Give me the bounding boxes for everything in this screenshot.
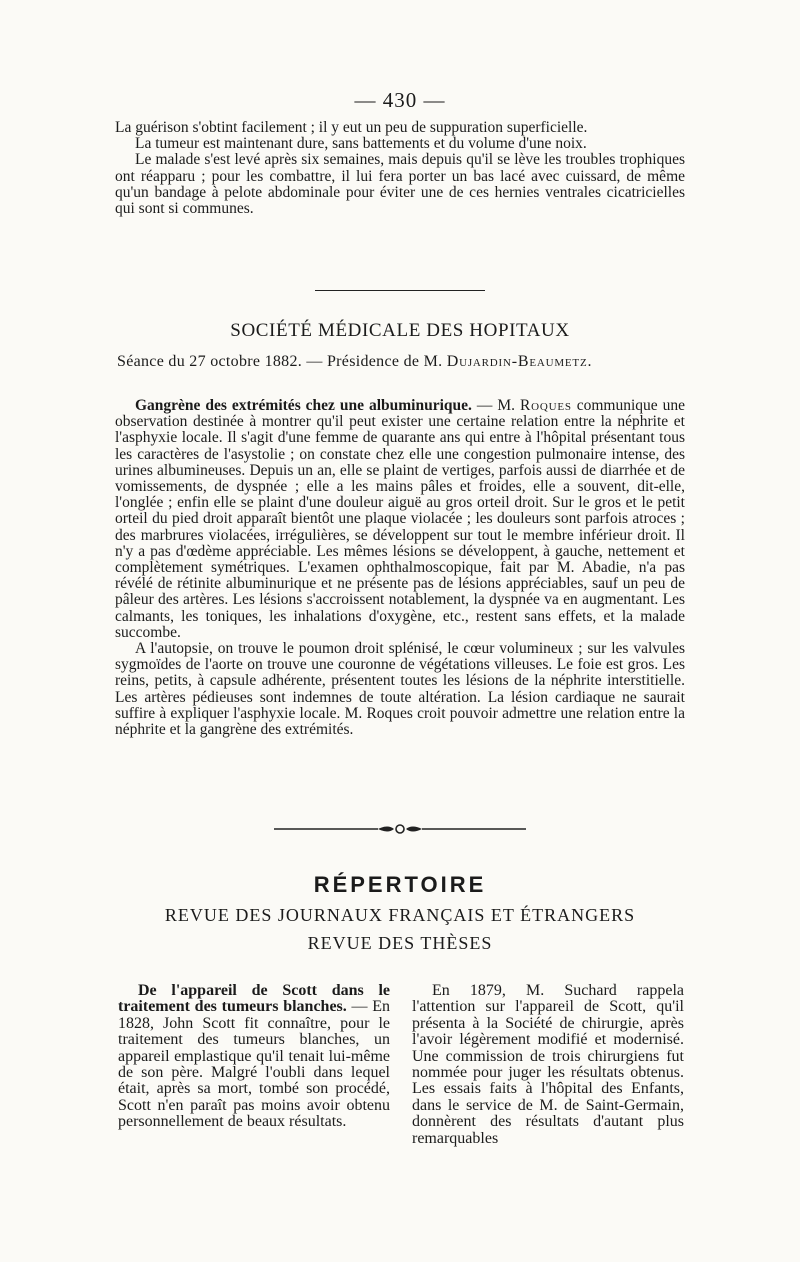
article-heading: Gangrène des extrémités chez une albuminurique. — [135, 397, 472, 414]
scott-right-body: En 1879, M. Suchard rappela l'attention sur l'appareil de Scott, qu'il présenta à la Société de chirurgie, après l'avoir légèrement modifié et modernisé. Une commission de trois chirurgiens fut nommée pour juger les résultats obtenus. Les essais faits à l'hôpital des Enfants, dans le service de M. de Saint-Germain, donnèrent des résultats d'autant plus remarquables — [412, 982, 684, 1147]
intro-section — [115, 120, 685, 217]
seance-line — [117, 353, 687, 371]
article-body: communique une observation destinée à montrer qu'il peut exister une certaine relation entre la néphrite et l'asphyxie locale. Il s'agit d'une femme de quarante ans qui entre à l'hôpital présentant tous les caractères de l'asystolie ; on constate chez elle une congestion pulmonaire intense, des urines albumineuses. Depuis un an, elle se plaint de vertiges, parfois aussi de diarrhée et de vomissements, de dyspnée ; elle a les mains pâles et froides, elle a souvent, dit-elle, l'onglée ; enfin elle se plaint d'une douleur aiguë au gros orteil droit. Sur le gros et le petit orteil du pied droit apparaît bientôt une plaque violacée ; les douleurs sont parfois atroces ; des marbrures violacées, irrégulières, se développent sur tout le membre inférieur droit. Il n'y a pas d'œdème appréciable. Les mêmes lésions se développent, à gauche, nettement et complètement symétriques. L'examen ophthalmoscopique, fait par M. Abadie, n'a pas révélé de rétinite albuminurique et ne présente pas de lésions appréciables, sauf un peu de pâleur des artères. Les lésions s'accroissent notablement, la dyspnée va en augmentant. Les calmants, les toniques, les inhalations d'oxygène, etc., restent sans effets, et la malade succombe. — [115, 397, 685, 641]
article-author: Roques — [519, 397, 572, 414]
ornament-divider — [270, 822, 530, 836]
society-title: SOCIÉTÉ MÉDICALE DES HOPITAUX — [230, 320, 570, 341]
article-paragraph — [115, 398, 685, 641]
article-section — [115, 398, 685, 738]
scott-right-column — [412, 983, 684, 1147]
repertoire-subtitle-theses: REVUE DES THÈSES — [307, 933, 493, 953]
scott-heading: De l'appareil de Scott dans le traitement des tumeurs blanches. — [118, 982, 390, 1016]
article-autopsy: A l'autopsie, on trouve le poumon droit splénisé, le cœur volumineux ; sur les valvules sygmoïdes de l'aorte on trouve une couronne de végétations villeuses. Le foie est gros. Les reins, petits, à capsule adhérente, présentent toutes les lésions de la néphrite interstitielle. Les artères pédieuses sont indemnes de toute altération. La lésion cardiaque ne saurait suffire à expliquer l'asphyxie locale. M. Roques croit pouvoir admettre une relation entre la néphrite et la gangrène des extrémités. — [115, 640, 685, 739]
section-divider — [315, 290, 485, 291]
seance-text: Séance du 27 octobre 1882. — Présidence de M. — [117, 353, 447, 370]
repertoire-title: RÉPERTOIRE — [313, 872, 487, 897]
intro-paragraph-1: La guérison s'obtint facilement ; il y eut un peu de suppuration superficielle. — [115, 119, 588, 136]
seance-president: Dujardin-Beaumetz. — [446, 353, 593, 370]
scott-left-body: — En 1828, John Scott fit connaître, pour le traitement des tumeurs blanches, un appareil emplastique qu'il tenait lui-même de son père. Malgré l'oubli dans lequel était, après sa mort, tombé son procédé, Scott n'en paraît pas moins avoir obtenu personnellement de beaux résultats. — [118, 998, 391, 1131]
intro-paragraph-2: La tumeur est maintenant dure, sans battements et du volume d'une noix. — [135, 135, 587, 153]
page-number: — 430 — — [354, 88, 446, 112]
scott-left-column — [118, 983, 390, 1131]
repertoire-subtitle: REVUE DES JOURNAUX FRANÇAIS ET ÉTRANGERS — [164, 905, 636, 925]
article-lead: — M. — [471, 397, 520, 414]
scott-left-paragraph — [118, 983, 390, 1131]
intro-paragraph-3: Le malade s'est levé après six semaines, mais depuis qu'il se lève les troubles trophiques ont réapparu ; pour les combattre, il lui fera porter un bas lacé avec cuissard, de même qu'un bandage à pelote abdominale pour éviter une de ces hernies ventrales cicatricielles qui sont si communes. — [115, 151, 685, 218]
